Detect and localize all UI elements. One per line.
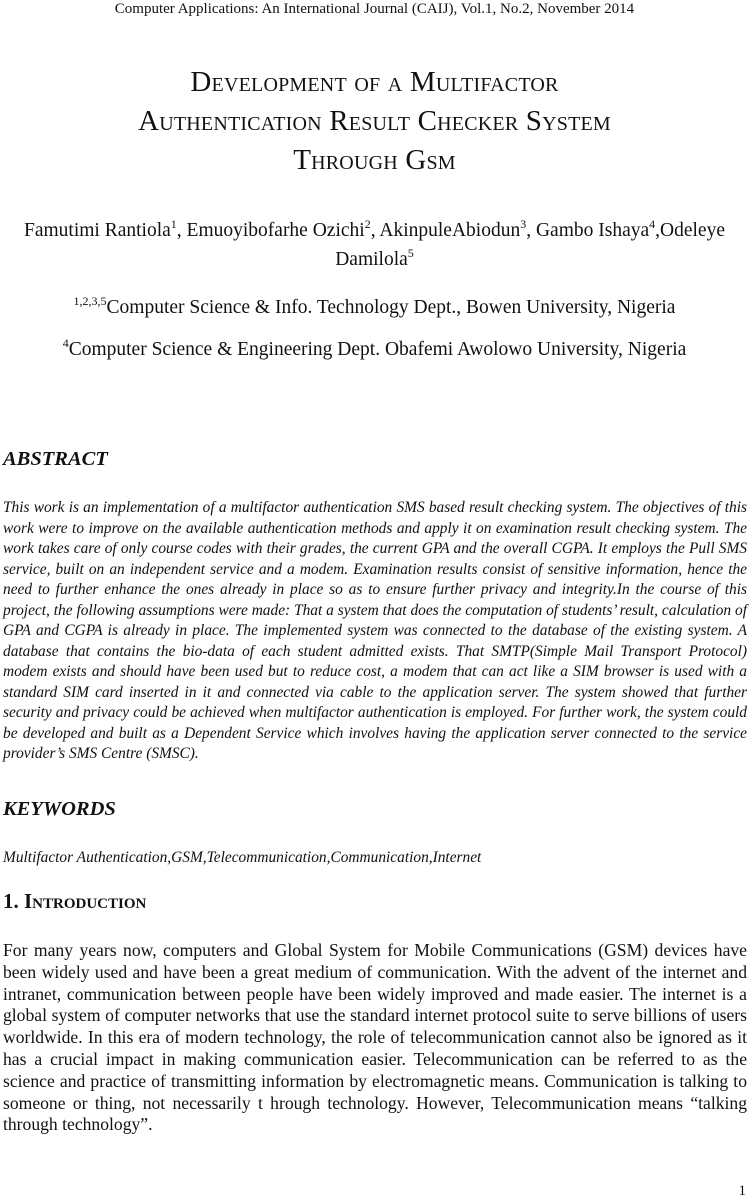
abstract-heading: ABSTRACT <box>3 448 108 470</box>
introduction-heading: 1. Introduction <box>3 889 147 913</box>
author-name: ,Odeleye Damilola <box>335 220 725 270</box>
introduction-body: For many years now, computers and Global System for Mobile Communications (GSM) devices have been widely used and have been a great medium of communication. With the advent of the internet and intranet, communication between people have been widely improved and made easier. The internet is a global system of computer networks that use the standard internet protocol suite to serve billions of users worldwide. In this era of modern technology, the role of telecommunication cannot also be ignored as it has a crucial impact in making communication easier. Telecommunication can be referred to as the science and practice of transmitting information by electromagnetic means. Communication is talking to someone or thing, not necessarily t hrough technology. However, Telecommunication means “talking through technology”. <box>3 940 747 1135</box>
author-affiliation-mark: 3 <box>520 217 527 231</box>
author-affiliation-mark: 5 <box>407 246 414 260</box>
author-list <box>20 216 729 274</box>
author-affiliation-mark: 1 <box>170 217 177 231</box>
author-name: Famutimi Rantiola <box>24 220 171 241</box>
author-affiliation-mark: 4 <box>649 217 656 231</box>
affiliation-1 <box>20 296 729 320</box>
paper-title <box>20 63 729 180</box>
author-name: , Emuoyibofarhe Ozichi <box>176 220 365 241</box>
page-number: 1 <box>738 1183 746 1199</box>
affiliation-mark: 4 <box>62 336 69 350</box>
title-line-2: Authentication Result Checker System <box>138 105 611 137</box>
abstract-body: This work is an implementation of a multifactor authentication SMS based result checking system. The objectives of this work were to improve on the available authentication methods and apply it on examination result checking system. The work takes care of only course codes with their grades, the current GPA and the overall CGPA. It employs the Pull SMS service, built on an independent service and a modem. Examination results consist of sensitive information, hence the need to further enhance the ones already in place so as to ensure further privacy and integrity.In the course of this project, the following assumptions were made: That a system that does the computation of students’ result, calculation of GPA and CGPA is already in place. The implemented system was connected to the database of the existing system. A database that contains the bio-data of each student admitted exists. That SMTP(Simple Mail Transport Protocol) modem exists and should have been used but to reduce cost, a modem that can act like a SIM browser is used with a standard SIM card inserted in it and connected via cable to the application server. The system showed that further security and privacy could be achieved when multifactor authentication is employed. For further work, the system could be developed and built as a Dependent Service which involves having the application server connected to the service provider’s SMS Centre (SMSC). <box>3 499 747 762</box>
affiliation-2 <box>20 338 729 362</box>
keywords-list: Multifactor Authentication,GSM,Telecommunication,Communication,Internet <box>3 849 482 866</box>
keywords-heading: KEYWORDS <box>3 798 116 820</box>
affiliation-text: Computer Science & Engineering Dept. Obafemi Awolowo University, Nigeria <box>68 339 687 360</box>
author-affiliation-mark: 2 <box>364 217 371 231</box>
title-line-1: Development of a Multifactor <box>190 66 559 98</box>
running-header: Computer Applications: An International Journal (CAIJ), Vol.1, No.2, November 2014 <box>114 1 635 17</box>
title-line-3: Through Gsm <box>293 144 456 176</box>
author-name: , Gambo Ishaya <box>526 220 650 241</box>
affiliation-mark: 1,2,3,5 <box>73 294 107 308</box>
affiliation-text: Computer Science & Info. Technology Dept., Bowen University, Nigeria <box>106 297 676 318</box>
author-name: , AkinpuleAbiodun <box>370 220 521 241</box>
